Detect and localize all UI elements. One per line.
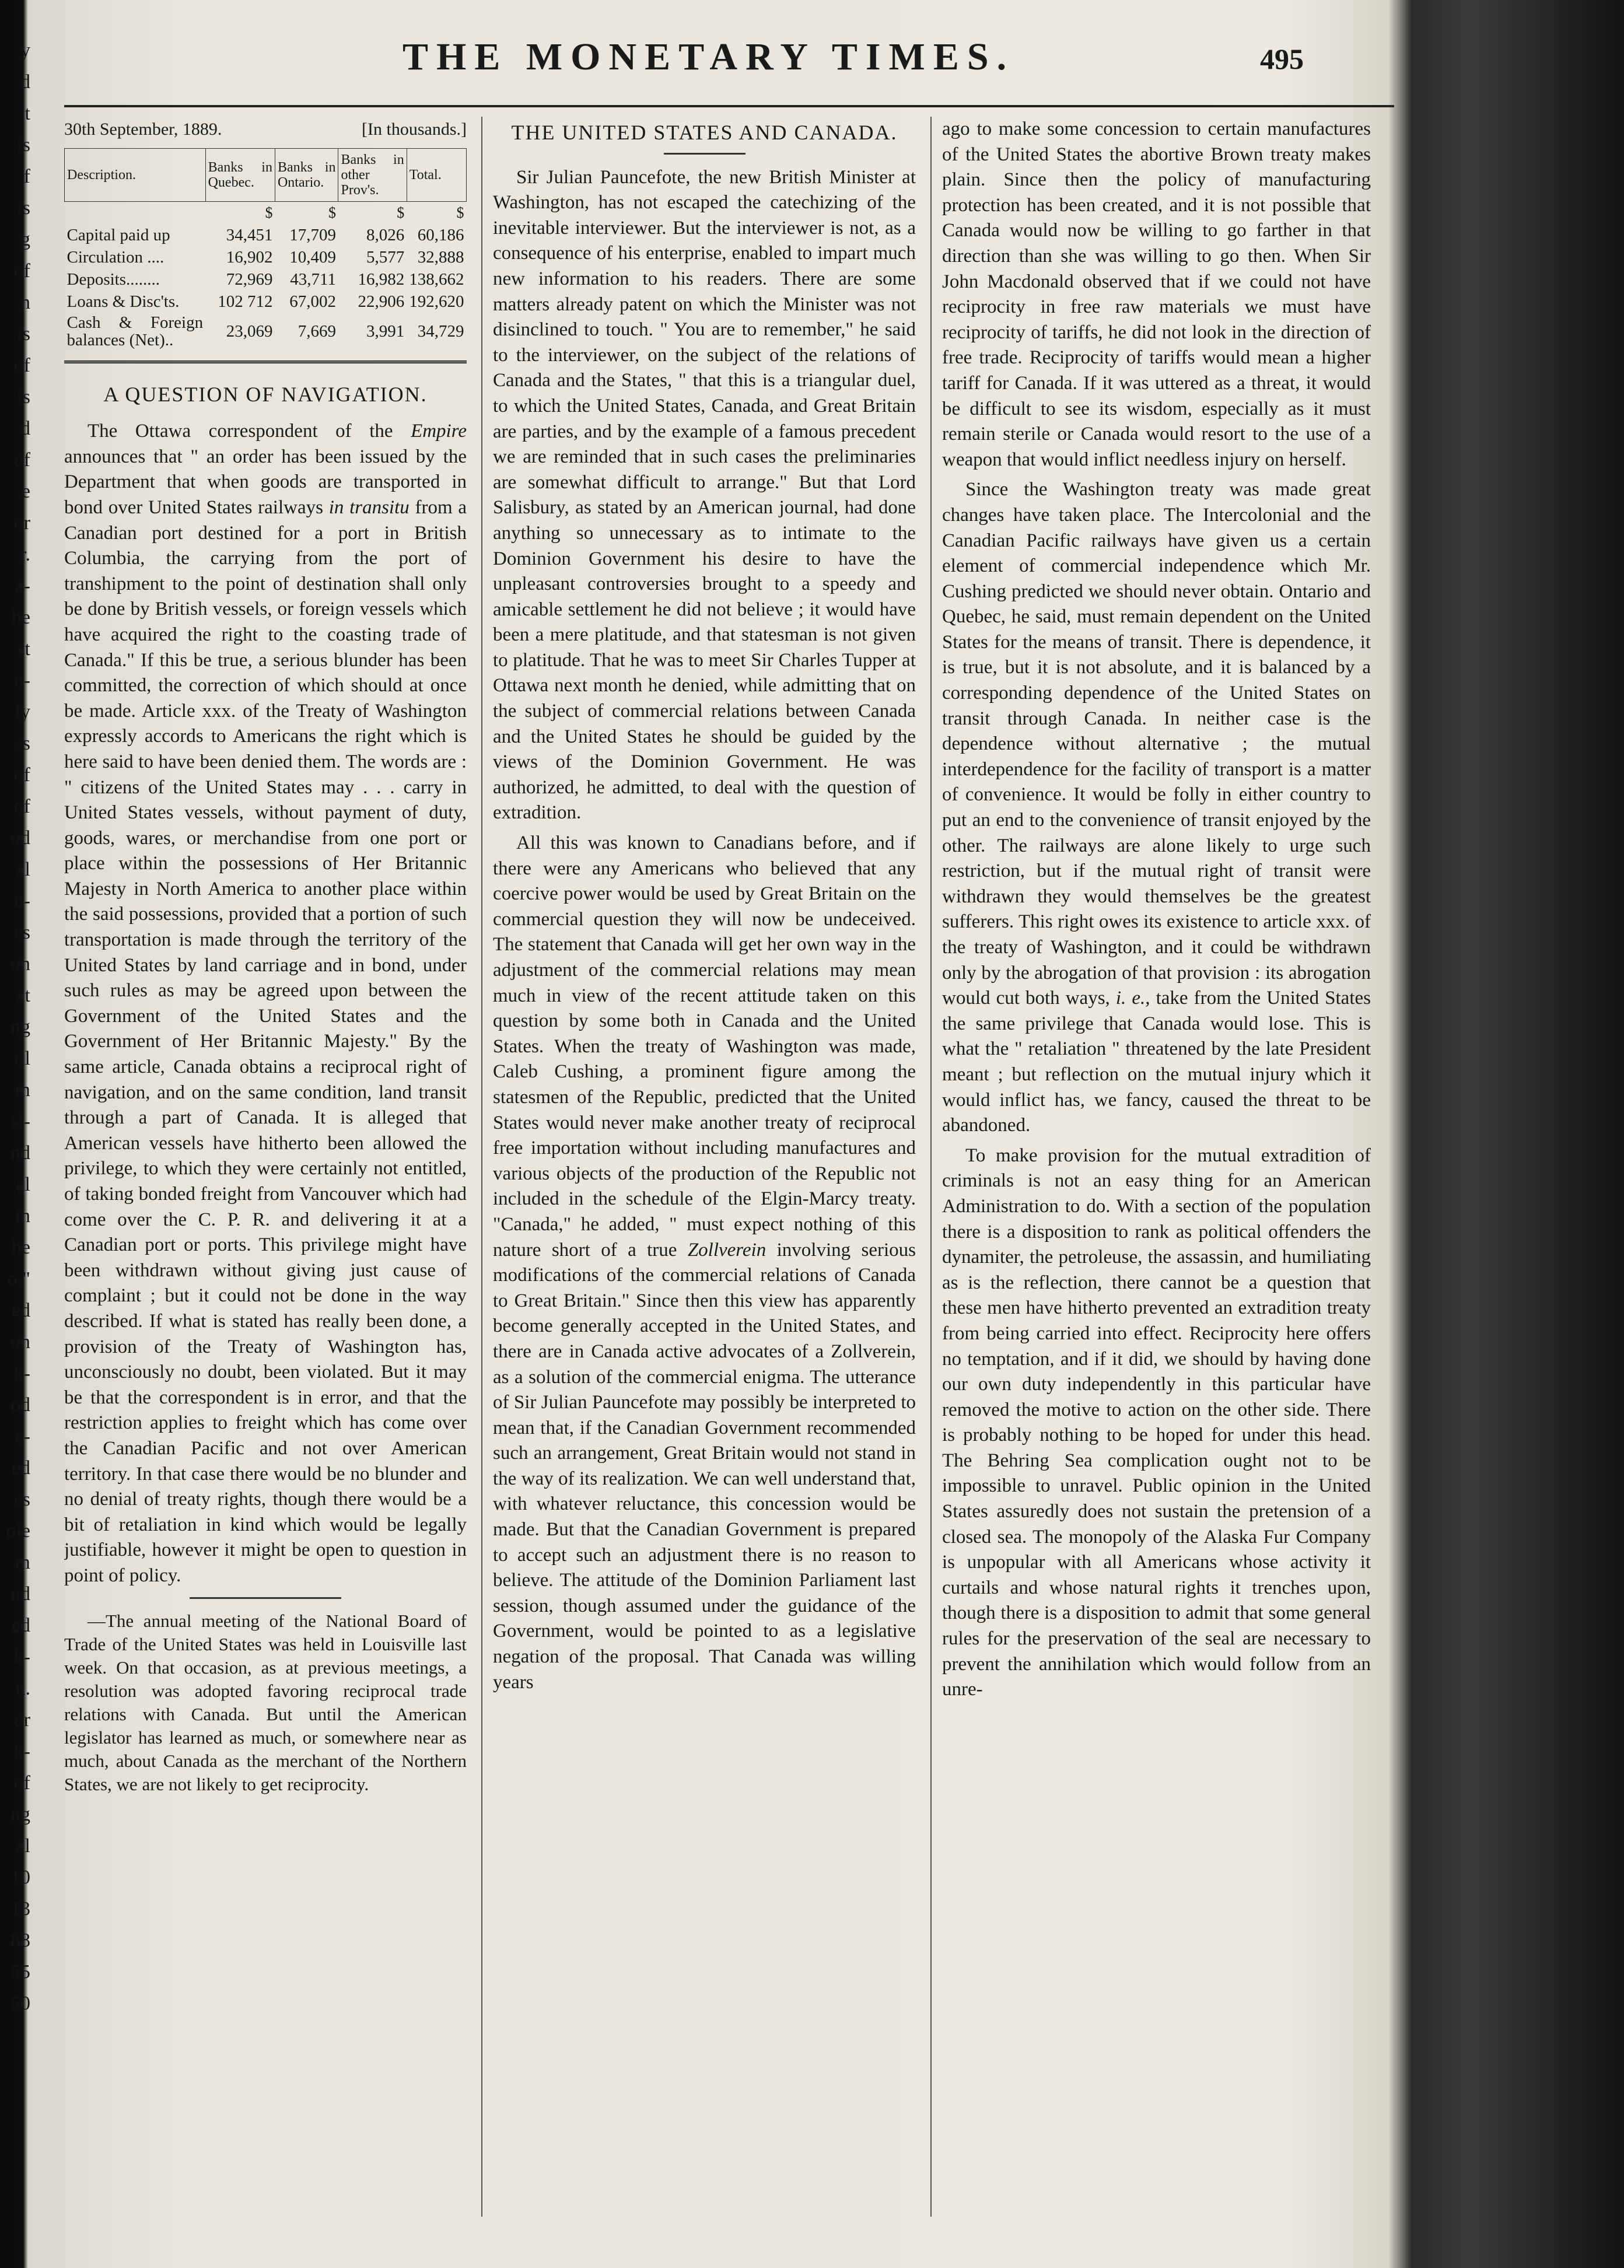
table-cell: 22,906 — [358, 292, 405, 311]
table-cell: 60,186 — [417, 225, 464, 244]
margin-fragment: f — [23, 166, 30, 187]
margin-fragment: 10 — [10, 1867, 30, 1888]
masthead-rule — [64, 105, 1394, 107]
margin-fragment: ng — [10, 1016, 30, 1038]
margin-fragment: ill — [13, 1048, 30, 1069]
margin-fragment: r. — [20, 544, 30, 565]
margin-fragment: on — [10, 1331, 30, 1353]
news-note: —The annual meeting of the National Board of Trade of the United States was held in Louisville last week. On that occasion, as at previous meetings, a resolution was adopted favoring reciprocal trade relations with Canada. But until the American legislator has learned as much, or somewhere near as much, about Canada as the merchant of the Northern States, we are not likely to get reciprocity. — [64, 1610, 467, 1794]
margin-fragment: ed — [11, 1300, 30, 1321]
newspaper-page — [64, 23, 1394, 2252]
text-run: take from the United States the same privilege that Canada would lose. This is what the " retaliation " threatened by the late President meant ; but reflection on the mutual injury which it would inflict has, we fancy, caused the threat to be abandoned. — [942, 988, 1371, 1136]
masthead — [64, 23, 1394, 105]
table-cell: 67,002 — [289, 292, 336, 311]
margin-fragment: at — [16, 985, 30, 1006]
table-row — [65, 268, 467, 290]
text-run: The Ottawa correspondent of the — [88, 421, 411, 442]
margin-fragment: d — [20, 71, 30, 93]
column-1 — [64, 117, 467, 2193]
table-cell: Circulation .... — [66, 247, 164, 267]
margin-fragment: m — [15, 1552, 30, 1573]
table-cell: $ — [456, 204, 464, 221]
article-paragraph: To make provision for the mutual extradition of criminals is not an easy thing for an American Administration to do. With a section of the population there is a disposition to rank as political offenders the dynamiter, the petroleuse, the assassin, and humiliating as is the reflection, there cannot be a question that these men have hitherto prevented an extradition treaty from being carried into effect. Reciprocity here offers no temptation, and if it did, we should by having done our own duty independently in this particular have removed the motive to action on the other side. There is probably nothing to be hoped for under this head. The Behring Sea complication ought not to be impossible to unravel. Public opinion in the United States assuredly does not sustain the pretension of a closed sea. The monopoly of the Alaska Fur Company is unpopular with all Americans whose activity it curtails and whose natural rights it trenches upon, though there is a disposition to admit that some general rules for the preservation of the seal are necessary to prevent the annihilation which would follow from an unre- — [942, 1144, 1371, 1700]
margin-fragment: nd — [10, 1583, 30, 1605]
margin-fragment: y — [20, 40, 30, 61]
table-cell: Cash & Foreign balances (Net).. — [66, 313, 204, 349]
table-cell: 7,669 — [298, 321, 336, 341]
article-paragraph: Sir Julian Pauncefote, the new British Minister at Washington, has not escaped the catechizing of the inevitable interviewer. But the interviewer is not, as a consequence of his enterprise, enabled to impart much new information to his readers. There are some matters already patent on which the Minister was not disinclined to touch. " You are to remember," he said to the interviewer, on the subject of the relations of Canada and the States, " that this is a triangular duel, to which the United States, Canada, and Great Britain are parties, and by the example of a famous precedent we are reminded that in such cases the preliminaries are somewhat difficult to arrange." But that Lord Salisbury, as stated by an American journal, had done anything so unnecessary as to intimate to the Dominion Government his desire to have the unpleasant controversies brought to a speedy and amicable settlement he did not believe ; it would have been a mere platitude, and that statesman is not given to platitude. That he was to meet Sir Charles Tupper at Ottawa next month he denied, while admitting that on the subject of commercial relations between Canada and the United States he should be guided by the views of the Dominion Government. He was authorized, he admitted, to deal with the question of extradition. — [493, 166, 916, 824]
table-cell: 34,729 — [417, 321, 464, 341]
margin-fragment: ng — [10, 1804, 30, 1825]
margin-fragment: is — [17, 386, 30, 408]
table-unit: [In thousands.] — [362, 120, 467, 139]
table-cell — [65, 201, 206, 224]
margin-fragment: is — [17, 197, 30, 219]
margin-fragment: is — [17, 134, 30, 156]
table-date: 30th September, 1889. — [64, 120, 222, 139]
table-header-line — [64, 117, 467, 142]
table-cell: 17,709 — [289, 225, 336, 244]
margin-fragment: as — [13, 733, 30, 754]
margin-fragment: on — [10, 953, 30, 975]
margin-fragment: of — [13, 449, 30, 471]
table-cell: 23,069 — [226, 321, 273, 341]
margin-fragment: es — [13, 1489, 30, 1510]
article-paragraph — [493, 831, 916, 1695]
section-rule — [190, 1597, 341, 1599]
table-cell: 16,902 — [226, 247, 273, 267]
table-cell: Deposits........ — [66, 270, 160, 289]
text-run: from a Canadian port destined for a port in British Columbia, the carrying from the port of transhipment to the point of destination shall only be done by British vessels, or foreign vessels which have acquired the right to the coasting trade of Canada." If this be true, a serious blunder has been committed, the correction of which should at once be made. Article xxx. of the Treaty of Washington expressly accords to Americans the right which is here said to have been denied them. The words are : " citizens of the United States may . . . carry in United States vessels, without payment of duty, goods, wares, or merchandise from one port or place within the possessions of Her Britannic Majesty in North America to another place within the said possessions, provided that a portion of such transportation is made through the territory of the United States by land carriage and in bond, under such rules as may be agreed upon between the Government of the United States and the Government of Her Britannic Majesty." By the same article, Canada obtains a reciprocal right of navigation, and on the same condition, land transit through a part of Canada. It is alleged that American vessels have hitherto been allowed the privilege, to which they were certainly not entitled, of taking bonded freight from Vancouver which had come over the C. P. R. and delivering it at a Canadian port or ports. This privilege might have been withdrawn without giving just cause of complaint ; but it could not be done in the way described. If what is stated has really been done, a provision of the Treaty of Washington has, unconsciously no doubt, been violated. But it may be that the correspondent is in error, and that the restriction applies to freight which has come over the Canadian Pacific and not over American territory. In that case there would be no blunder and no denial of treaty rights, though there would be a bit of retaliation in kind which would be legally justifiable, however it might be open to question in point of policy. — [64, 496, 467, 1586]
table-cell: 3,991 — [366, 321, 405, 341]
margin-fragment: or — [13, 512, 30, 534]
margin-fragment: of — [13, 764, 30, 786]
margin-fragment: he — [11, 1237, 30, 1258]
margin-fragment: u- — [13, 890, 30, 912]
table-row — [65, 246, 467, 268]
margin-fragment: 88 — [10, 1930, 30, 1951]
margin-fragment: k- — [13, 1741, 30, 1762]
page-number: 495 — [1260, 43, 1304, 75]
margin-fragment: n. — [15, 1678, 30, 1699]
text-run: involving serious modifications of the commercial relations of Canada to Great Britain." Since then this view has apparently become generally accepted in the United States, and there are in Canada active advocates of a Zollverein, as a solution of the commercial enigma. The utterance of Sir Julian Pauncefote may possibly be interpreted to mean that, if the Canadian Government recommended such an arrangement, Great Britain would not stand in the way of its realization. We can well understand that, with whatever reluctance, this concession would be made. But that the Canadian Government is prepared to accept such an adjustment there is no reason to believe. The attitude of the Dominion Parliament last session, though assumed under the guidance of the Government, would be pointed to as a legislative negation of the proposal. That Canada was willing years — [493, 1239, 916, 1693]
table-cell: 8,026 — [366, 225, 405, 244]
margin-fragment: 13 — [10, 1898, 30, 1920]
margin-fragment: of — [13, 796, 30, 817]
text-run: All this was known to Canadians before, and if there were any Americans who believed that any coercive power would be used by Great Britain on the commercial question they will now be undeceived. The statement that Canada will get her own way in the adjustment of the commercial relations may mean much in view of the recent attitude taken on this question by some both in Canada and the United States. When the treaty of Washington was made, Caleb Cushing, a prominent figure among the statesmen of the Republic, predicted that the United States would never make another treaty of reciprocal free importation without including manufactures and various objects of the production of the Republic not included in the schedule of the Elgin-Marcy treaty. "Canada," he added, " must expect nothing of this nature short of a true — [493, 832, 916, 1261]
table-cell: 16,982 — [358, 270, 405, 289]
margin-fragment: or — [13, 1709, 30, 1731]
table-column-header: Banks in Ontario. — [275, 148, 338, 201]
table-cell: 32,888 — [417, 247, 464, 267]
margin-fragment: o." — [7, 1268, 30, 1290]
margin-fragment: c- — [15, 1426, 30, 1447]
margin-fragment: d — [20, 418, 30, 439]
table-cell: 43,711 — [290, 270, 336, 289]
table-cell: 102 712 — [218, 292, 273, 311]
margin-fragment: of — [13, 1772, 30, 1794]
margin-fragment: g — [20, 229, 30, 250]
table-row — [65, 224, 467, 246]
margin-fragment: 50 — [10, 1993, 30, 2014]
double-rule — [64, 360, 467, 367]
margin-fragment: n — [20, 292, 30, 313]
margin-fragment: e — [21, 481, 30, 502]
italic-text: Zollverein — [687, 1239, 766, 1261]
margin-fragment: of — [13, 260, 30, 282]
column-3 — [942, 117, 1371, 2217]
column-divider — [930, 117, 932, 2217]
text-run: Since the Washington treaty was made great changes have taken place. The Intercolonial and the Canadian Pacific railways have given us a certain element of commercial independence which Mr. Cushing predicted we should never obtain. Ontario and Quebec, he said, must remain dependent on the United States for the means of transit. There is dependence, it is true, but it is not absolute, and it is balanced by a corresponding dependence of the United States on transit through Canada. In neither case is the dependence without alternative ; the mutual interdependence for the facility of transport is a matter of convenience. It would be folly in either country to put an end to the convenience of transit enjoyed by the other. The railways are alone likely to urge such restriction, but if the mutual right of transit were withdrawn they would themselves be the greatest sufferers. This right owes its existence to article xxx. of the treaty of Washington, and it could be withdrawn only by the abrogation of that provision : its abrogation would cut both ways, — [942, 479, 1371, 1009]
table-cell: $ — [397, 204, 405, 221]
table-cell: Loans & Disc'ts. — [66, 292, 180, 311]
table-column-header: Banks in Quebec. — [205, 148, 275, 201]
italic-text: Empire — [411, 421, 467, 442]
table-header-row — [65, 148, 467, 201]
margin-fragment: st — [17, 638, 30, 660]
margin-fragment: a- — [15, 575, 30, 597]
italic-text: i. e., — [1115, 988, 1150, 1009]
margin-fragment: k- — [13, 1363, 30, 1384]
margin-fragment: 55 — [10, 1961, 30, 1983]
column-2 — [493, 117, 916, 2217]
margin-fragment: n- — [13, 670, 30, 691]
table-cell: $ — [328, 204, 336, 221]
margin-fragment: al — [16, 859, 30, 880]
table-cell: 10,409 — [289, 247, 336, 267]
table-cell: 138,662 — [409, 270, 464, 289]
margin-fragment: ed — [11, 1457, 30, 1479]
article-heading: THE UNITED STATES AND CANADA. — [511, 121, 898, 144]
italic-text: in transitu — [328, 496, 410, 518]
margin-fragment: ed — [11, 1615, 30, 1636]
margin-fragment: of — [13, 355, 30, 376]
margin-fragment: is — [17, 323, 30, 345]
table-cell: 192,620 — [409, 292, 464, 311]
article-paragraph — [64, 419, 467, 1588]
table-cell: $ — [265, 204, 273, 221]
margin-fragment: m — [15, 1079, 30, 1101]
margin-fragment: ole — [6, 1520, 30, 1542]
text-run: announces that " an order has been issued by the Department that when goods are transported in bond over United States railways — [64, 446, 467, 518]
adjacent-page-margin-fragments — [0, 35, 30, 2193]
margin-fragment: in — [15, 1205, 30, 1227]
masthead-title: THE MONETARY TIMES. — [402, 36, 1015, 78]
margin-fragment: t — [24, 103, 30, 124]
margin-fragment: si- — [10, 1111, 30, 1132]
margin-fragment: od — [10, 1394, 30, 1416]
table-row — [65, 290, 467, 313]
margin-fragment: es — [13, 922, 30, 943]
article-heading: A QUESTION OF NAVIGATION. — [103, 382, 428, 406]
table-currency-row — [65, 201, 467, 224]
section-rule — [664, 153, 746, 155]
margin-fragment: he — [11, 607, 30, 628]
margin-fragment: od — [10, 827, 30, 849]
table-cell: 72,969 — [226, 270, 273, 289]
table-cell: 34,451 — [226, 225, 273, 244]
margin-fragment: nd — [10, 1142, 30, 1164]
table-column-header: Total. — [407, 148, 466, 201]
table-cell: Capital paid up — [66, 225, 170, 244]
margin-fragment: k- — [13, 1646, 30, 1668]
margin-fragment: al — [16, 1174, 30, 1195]
table-column-header: Description. — [65, 148, 206, 201]
margin-fragment: ly — [15, 701, 30, 723]
column-divider — [481, 117, 482, 2217]
table-column-header: Banks in other Prov's. — [338, 148, 407, 201]
table-cell: 5,577 — [366, 247, 405, 267]
table-row — [65, 313, 467, 350]
article-paragraph — [942, 477, 1371, 1138]
bank-statistics-table — [64, 148, 467, 350]
margin-fragment: al — [16, 1835, 30, 1857]
article-paragraph: ago to make some concession to certain manufactures of the United States the abortive Brown treaty makes plain. Since then the policy of manufacturing protection has been created, and it is not possible that Canada would now be willing to go farther in that direction than she was willing to go then. When Sir John Macdonald observed that if we could not have reciprocity in free raw materials we must have reciprocity of tariffs, he did not look in the direction of free trade. Reciprocity of tariffs would mean a higher tariff for Canada. If it was uttered as a threat, it would be difficult to see its wisdom, especially as it must remain sterile or Canada would resort to the use of a weapon that would inflict needless injury on herself. — [942, 118, 1371, 470]
